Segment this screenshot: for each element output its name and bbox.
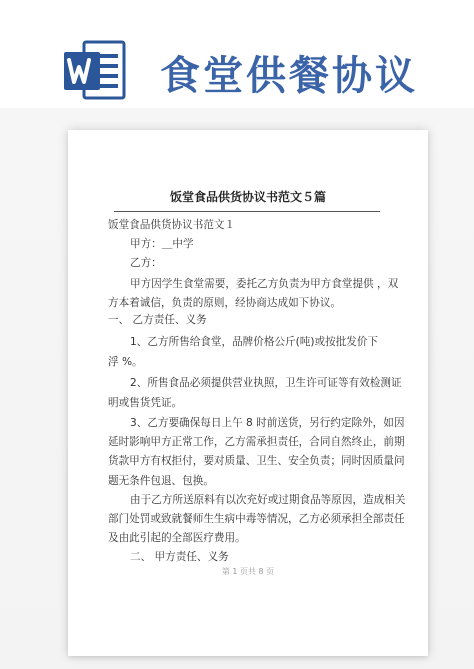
paragraph-line: 及由此引起的全部医疗费用。 — [108, 532, 246, 544]
banner-title: 食堂供餐协议 — [160, 53, 418, 99]
clause-line: 1、乙方所售给食堂，品牌价格公斤(吨)或按批发价下 — [130, 336, 379, 348]
subsection-heading: 一、 乙方责任、义务 — [108, 314, 207, 326]
banner — [0, 0, 474, 100]
party-a-line: 甲方：＿中学 — [130, 238, 194, 250]
clause-line: 题无条件包退、包换。 — [108, 475, 214, 487]
clause-line: 货款甲方有权拒付，要对质量、卫生、安全负责；同时因质量问 — [108, 455, 405, 467]
clause-line: 2、所售食品必须提供营业执照，卫生许可证等有效检测证 — [130, 377, 402, 389]
document-title: 饭堂食品供货协议书范文５篇 — [169, 190, 326, 204]
clause-line: 明或售货凭证。 — [108, 397, 183, 409]
word-document-icon — [62, 40, 126, 100]
paragraph-line: 方本着诚信，负责的原则，经协商达成如下协议。 — [108, 297, 342, 309]
clause-line: 延时影响甲方正常工作，乙方需承担责任，合同自然终止，前期 — [108, 436, 405, 448]
section-heading: 饭堂食品供货协议书范文１ — [108, 219, 236, 231]
paragraph-line: 部门处罚或致就餐师生生病中毒等情况，乙方必须承担全部责任 — [108, 513, 405, 525]
document-page — [68, 130, 428, 656]
paragraph-line: 甲方因学生食堂需要，委托乙方负责为甲方食堂提供 ，双 — [130, 278, 399, 290]
paragraph-line: 由于乙方所送原料有以次充好或过期食品等原因，造成相关 — [130, 494, 406, 506]
clause-line: 3、乙方要确保每日上午 8 时前送货，另行约定除外，如因 — [130, 417, 405, 429]
title-divider — [114, 211, 380, 212]
clause-line: 浮 %。 — [108, 356, 143, 368]
party-b-line: 乙方： — [130, 257, 162, 269]
subsection-heading: 二、 甲方责任、义务 — [130, 551, 229, 563]
page-number: 第 1 页共 8 页 — [221, 567, 275, 576]
